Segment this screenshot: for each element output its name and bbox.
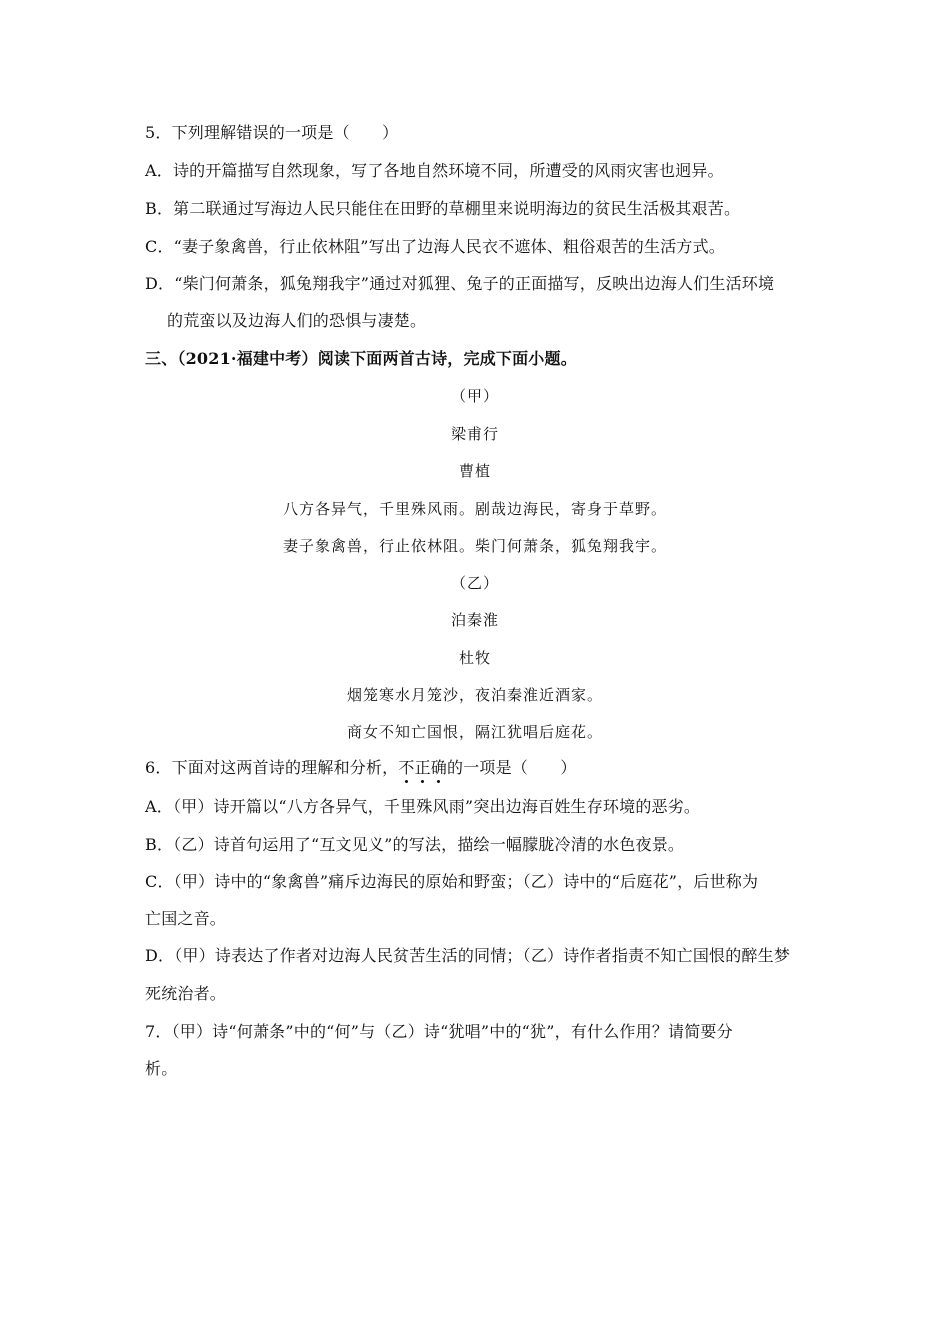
poem-yi-author: 杜牧 bbox=[458, 649, 491, 667]
q6-stem-pre: 6．下面对这两首诗的理解和分析， bbox=[145, 758, 399, 777]
q6-option-a: A．（甲）诗开篇以“八方各异气，千里殊风雨”突出边海百姓生存环境的恶劣。 bbox=[145, 797, 701, 816]
section3-heading: 三、（2021·福建中考）阅读下面两首古诗，完成下面小题。 bbox=[145, 349, 577, 368]
q5-option-d-line2: 的荒蛮以及边海人们的恐惧与凄楚。 bbox=[167, 311, 427, 330]
q6-stem-post: 的一项是（ ） bbox=[447, 758, 577, 777]
q7-line2: 析。 bbox=[145, 1059, 178, 1078]
q5-option-d-line1: D．“柴门何萧条，狐兔翔我宇”通过对狐狸、兔子的正面描写，反映出边海人们生活环境 bbox=[145, 274, 775, 293]
poem-yi-line2: 商女不知亡国恨，隔江犹唱后庭花。 bbox=[346, 723, 603, 741]
q6-option-d-line2: 死统治者。 bbox=[145, 984, 227, 1003]
poem-jia-author: 曹植 bbox=[458, 462, 491, 480]
q6-emphasis-1: 不 bbox=[398, 758, 415, 777]
q5-stem: 5．下列理解错误的一项是（ ） bbox=[145, 123, 399, 142]
q6-emphasis-3: 确 bbox=[430, 758, 447, 777]
poem-jia-line2: 妻子象禽兽，行止依林阻。柴门何萧条，狐兔翔我宇。 bbox=[282, 537, 667, 555]
q5-option-b: B．第二联通过写海边人民只能住在田野的草棚里来说明海边的贫民生活极其艰苦。 bbox=[145, 199, 741, 218]
poem-yi-line1: 烟笼寒水月笼沙，夜泊秦淮近酒家。 bbox=[346, 686, 603, 704]
q6-option-c-line2: 亡国之音。 bbox=[145, 909, 227, 928]
q5-option-a: A．诗的开篇描写自然现象，写了各地自然环境不同，所遭受的风雨灾害也迥异。 bbox=[145, 161, 724, 180]
q6-option-c-line1: C．（甲）诗中的“象禽兽”痛斥边海民的原始和野蛮；（乙）诗中的“后庭花”，后世称为 bbox=[145, 872, 759, 891]
poem-jia-line1: 八方各异气，千里殊风雨。剧哉边海民，寄身于草野。 bbox=[282, 500, 667, 518]
q6-option-b: B．（乙）诗首句运用了“互文见义”的写法，描绘一幅朦胧冷清的水色夜景。 bbox=[145, 835, 685, 854]
q6-emphasis-2: 正 bbox=[414, 758, 431, 777]
poem-jia-tag: （甲） bbox=[450, 387, 499, 405]
q6-option-d-line1: D．（甲）诗表达了作者对边海人民贫苦生活的同情；（乙）诗作者指责不知亡国恨的醉生梦 bbox=[145, 946, 791, 965]
q7-line1: 7．（甲）诗“何萧条”中的“何”与（乙）诗“犹唱”中的“犹”，有什么作用？请简要分 bbox=[145, 1022, 733, 1041]
poem-yi-title: 泊秦淮 bbox=[450, 611, 499, 629]
poem-yi-tag: （乙） bbox=[450, 574, 499, 592]
q5-option-c: C．“妻子象禽兽，行止依林阻”写出了边海人民衣不遮体、粗俗艰苦的生活方式。 bbox=[145, 237, 726, 256]
q6-stem bbox=[145, 758, 810, 778]
poem-jia-title: 梁甫行 bbox=[450, 425, 499, 443]
